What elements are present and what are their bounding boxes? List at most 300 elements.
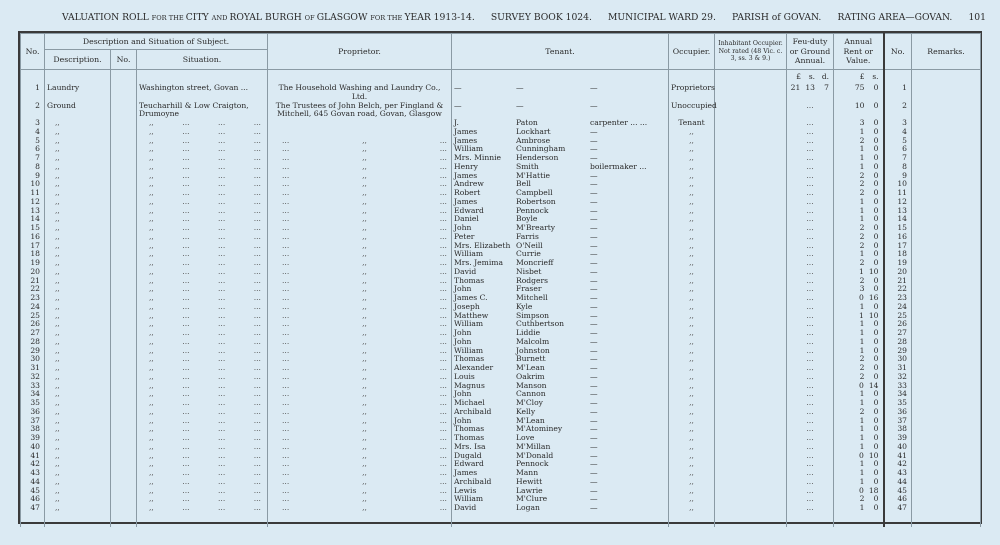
ellipsis: ... (806, 459, 814, 469)
remarks (912, 102, 981, 120)
subject-no (111, 224, 137, 233)
ellipsis: ... (806, 100, 814, 110)
rent-value: 0 (873, 424, 879, 434)
ellipsis: ... (182, 389, 190, 399)
ellipsis: ... (253, 144, 261, 154)
subject-no (111, 207, 137, 216)
subject-no (111, 434, 137, 443)
ellipsis: ... (806, 494, 814, 504)
description: ,, (45, 460, 111, 469)
row-no-right: 30 (884, 355, 912, 364)
tenant-surname: Love (516, 433, 535, 442)
ditto-mark: ,, (362, 310, 367, 320)
tenant-occupation: — (590, 415, 598, 425)
rent-value: 2 (859, 179, 865, 189)
ellipsis: ... (282, 485, 290, 495)
occupier: ,, (669, 417, 715, 426)
ellipsis: ... (806, 371, 814, 381)
row-no: 38 (21, 425, 45, 434)
ellipsis: ... (253, 433, 261, 442)
tenant-surname: Farris (516, 231, 539, 241)
row-no: 30 (21, 355, 45, 364)
ellipsis: ... (182, 345, 190, 355)
filler-cell (111, 513, 137, 527)
feu-value: 7 (824, 83, 829, 92)
situation (137, 408, 268, 417)
ellipsis: ... (806, 345, 814, 355)
tenant (452, 102, 669, 120)
ellipsis: ... (282, 170, 290, 180)
inhabitant-occupier (715, 172, 787, 181)
col-feu-duty: Feu-duty or Ground Annual. (787, 34, 834, 70)
proprietor (268, 145, 452, 154)
table-row (21, 460, 981, 469)
ellipsis: ... (253, 319, 261, 329)
tenant-occupation: — (590, 100, 598, 110)
ellipsis: ... (439, 328, 447, 337)
table-row (21, 452, 981, 461)
tenant-occupation: — (590, 266, 598, 276)
inhabitant-occupier (715, 504, 787, 513)
ellipsis: ... (218, 179, 226, 189)
tenant-surname: Moncrieff (516, 258, 554, 267)
tenant-surname: M'Millan (516, 441, 551, 451)
situation (137, 460, 268, 469)
table-row (21, 408, 981, 417)
description: ,, (45, 180, 111, 189)
rent-value: 10 (868, 450, 879, 460)
ellipsis: ... (439, 494, 447, 504)
occupier: ,, (669, 312, 715, 321)
situation (137, 303, 268, 312)
tenant-first-name: — (454, 83, 462, 92)
ditto-mark: ,, (362, 231, 367, 241)
ellipsis: ... (806, 144, 814, 154)
row-no-right: 8 (884, 163, 912, 172)
proprietor (268, 198, 452, 207)
tenant-first-name: David (454, 503, 477, 512)
tenant-surname: Burnett (516, 354, 546, 364)
filler-cell (884, 513, 912, 527)
ellipsis: ... (218, 196, 226, 206)
inhabitant-occupier (715, 303, 787, 312)
ellipsis: ... (806, 118, 814, 127)
occupier: ,, (669, 338, 715, 347)
ellipsis: ... (439, 266, 447, 276)
occupier: ,, (669, 355, 715, 364)
tenant-first-name: James (454, 126, 478, 136)
occupier: ,, (669, 277, 715, 286)
ditto-mark: ,, (149, 328, 154, 337)
rent-value: 0 (873, 196, 879, 206)
situation (137, 119, 268, 128)
row-no-right: 2 (884, 102, 912, 120)
row-no: 33 (21, 382, 45, 391)
rent-value: 0 (873, 398, 879, 407)
ditto-mark: ,, (149, 258, 154, 267)
proprietor (268, 119, 452, 128)
ditto-mark: ,, (149, 223, 154, 232)
description: ,, (45, 382, 111, 391)
inhabitant-occupier (715, 408, 787, 417)
ellipsis: ... (439, 450, 447, 460)
ellipsis: ... (439, 485, 447, 495)
rent-value: 2 (859, 406, 865, 416)
subject-no (111, 128, 137, 137)
description: ,, (45, 285, 111, 294)
tenant-surname: — (516, 100, 524, 110)
rent-value: 1 (859, 336, 865, 346)
ditto-mark: ,, (362, 258, 367, 267)
description: ,, (45, 119, 111, 128)
inhabitant-occupier (715, 84, 787, 102)
ditto-mark: ,, (149, 503, 154, 512)
rent-value: 1 (859, 161, 865, 171)
ditto-mark: ,, (149, 459, 154, 469)
ditto-mark: ,, (149, 284, 154, 294)
subject-no (111, 329, 137, 338)
table-row (21, 390, 981, 399)
description: ,, (45, 338, 111, 347)
ditto-mark: ,, (362, 398, 367, 407)
rent-value: 0 (873, 354, 879, 364)
row-no: 26 (21, 320, 45, 329)
ellipsis: ... (806, 196, 814, 206)
table-row (21, 84, 981, 102)
situation (137, 215, 268, 224)
situation (137, 312, 268, 321)
ellipsis: ... (806, 293, 814, 302)
description: ,, (45, 434, 111, 443)
rent-value: 0 (873, 371, 879, 381)
ellipsis: ... (182, 459, 190, 469)
row-no-right: 5 (884, 137, 912, 146)
rent-value: 1 (859, 301, 865, 311)
ditto-mark: ,, (362, 468, 367, 477)
ellipsis: ... (806, 284, 814, 294)
rent-value: 2 (859, 170, 865, 180)
situation (137, 277, 268, 286)
proprietor (268, 137, 452, 146)
filler-cell (912, 513, 981, 527)
rent-value: 1 (859, 476, 865, 486)
row-no-right: 41 (884, 452, 912, 461)
ditto-mark: ,, (362, 354, 367, 364)
description: ,, (45, 233, 111, 242)
tenant-first-name: Robert (454, 188, 481, 197)
ellipsis: ... (182, 441, 190, 451)
rent-value: 1 (859, 415, 865, 425)
table-row (21, 504, 981, 513)
subject-no (111, 460, 137, 469)
table-row (21, 224, 981, 233)
proprietor (268, 128, 452, 137)
row-no: 13 (21, 207, 45, 216)
tenant-occupation: — (590, 135, 598, 145)
occupier: ,, (669, 487, 715, 496)
ditto-mark: ,, (362, 389, 367, 399)
subject-no (111, 137, 137, 146)
rent-value: 1 (859, 424, 865, 434)
occupier: ,, (669, 382, 715, 391)
rent-value: 2 (859, 240, 865, 250)
tenant-occupation: — (590, 249, 598, 259)
tenant-occupation: — (590, 354, 598, 364)
tenant-first-name: Mrs. Isa (454, 441, 486, 451)
ellipsis: ... (218, 459, 226, 469)
description: ,, (45, 215, 111, 224)
parish: PARISH of GOVAN. (732, 12, 822, 23)
ellipsis: ... (253, 266, 261, 276)
ellipsis: ... (182, 118, 190, 127)
tenant-occupation: — (590, 179, 598, 189)
tenant-surname: Simpson (516, 310, 550, 320)
ditto-mark: ,, (149, 398, 154, 407)
row-no: 46 (21, 495, 45, 504)
ditto-mark: ,, (149, 118, 154, 127)
description: ,, (45, 242, 111, 251)
ellipsis: ... (282, 310, 290, 320)
subject-no (111, 495, 137, 504)
rent-value: 0 (873, 258, 879, 267)
occupier: ,, (669, 294, 715, 303)
ellipsis: ... (439, 284, 447, 294)
table-row (21, 189, 981, 198)
ellipsis: ... (282, 476, 290, 486)
tenant (452, 408, 669, 417)
occupier: ,, (669, 452, 715, 461)
situation (137, 285, 268, 294)
description: ,, (45, 163, 111, 172)
table-row (21, 338, 981, 347)
tenant-first-name: Archibald (454, 476, 492, 486)
tenant-occupation: — (590, 371, 598, 381)
ellipsis: ... (182, 301, 190, 311)
ellipsis: ... (439, 415, 447, 425)
table-row (21, 198, 981, 207)
ditto-mark: ,, (149, 161, 154, 171)
ellipsis: ... (439, 389, 447, 399)
remarks (912, 417, 981, 426)
rent-value: 1 (858, 266, 864, 276)
table-row (21, 495, 981, 504)
ditto-mark: ,, (362, 415, 367, 425)
table-row (21, 469, 981, 478)
ditto-mark: ,, (149, 179, 154, 189)
proprietor (268, 373, 452, 382)
row-no-right: 38 (884, 425, 912, 434)
situation (137, 198, 268, 207)
row-no-right: 35 (884, 399, 912, 408)
occupier: ,, (669, 364, 715, 373)
ditto-mark: ,, (362, 205, 367, 215)
row-no: 21 (21, 277, 45, 286)
subject-no (111, 145, 137, 154)
row-no-right: 4 (884, 128, 912, 137)
ellipsis: ... (282, 284, 290, 294)
ditto-mark: ,, (362, 301, 367, 311)
ellipsis: ... (182, 293, 190, 302)
unit-pound: £ (859, 72, 865, 81)
rent-value: 0 (873, 328, 879, 337)
inhabitant-occupier (715, 434, 787, 443)
ellipsis: ... (218, 135, 226, 145)
remarks (912, 338, 981, 347)
tenant (452, 215, 669, 224)
tenant-occupation: — (590, 398, 598, 407)
row-no-right: 18 (884, 250, 912, 259)
ellipsis: ... (439, 336, 447, 346)
proprietor (268, 312, 452, 321)
ellipsis: ... (806, 319, 814, 329)
tenant-occupation: — (590, 450, 598, 460)
table-row (21, 285, 981, 294)
rent-value: 1 (859, 205, 865, 215)
proprietor (268, 268, 452, 277)
row-no: 3 (21, 119, 45, 128)
inhabitant-occupier (715, 425, 787, 434)
table-row (21, 434, 981, 443)
tenant-occupation: — (590, 345, 598, 355)
tenant-surname: M'Cloy (516, 398, 543, 407)
rent-value: 1 (859, 214, 865, 224)
occupier: ,, (669, 207, 715, 216)
row-no-right: 25 (884, 312, 912, 321)
table-row (21, 312, 981, 321)
ellipsis: ... (218, 363, 226, 372)
ellipsis: ... (182, 363, 190, 372)
remarks (912, 215, 981, 224)
ditto-mark: ,, (149, 275, 154, 285)
tenant-surname: M'Lean (516, 363, 545, 372)
ditto-mark: ,, (362, 214, 367, 224)
occupier: Tenant (669, 119, 715, 128)
tenant-surname: Mitchell (516, 293, 548, 302)
feu-value: 13 (805, 83, 815, 92)
situation (137, 137, 268, 146)
subject-no (111, 399, 137, 408)
occupier: ,, (669, 259, 715, 268)
valuation-table (20, 33, 981, 527)
tenant-first-name: Daniel (454, 214, 479, 224)
table-row (21, 478, 981, 487)
tenant-surname: Logan (516, 503, 540, 512)
filler-cell (45, 513, 111, 527)
ellipsis: ... (182, 179, 190, 189)
subject-no (111, 285, 137, 294)
tenant-surname: Liddie (516, 328, 541, 337)
title-part: FOR THE (370, 14, 405, 22)
table-row (21, 137, 981, 146)
tenant-surname: Kelly (516, 406, 536, 416)
rent-value: 0 (873, 170, 879, 180)
ellipsis: ... (182, 275, 190, 285)
ellipsis: ... (253, 223, 261, 232)
remarks (912, 163, 981, 172)
ellipsis: ... (282, 214, 290, 224)
ellipsis: ... (806, 126, 814, 136)
tenant-surname: Paton (516, 118, 538, 127)
rent-value: 2 (859, 354, 865, 364)
ditto-mark: ,, (362, 450, 367, 460)
ellipsis: ... (282, 415, 290, 425)
row-no-right: 7 (884, 154, 912, 163)
remarks (912, 390, 981, 399)
inhabitant-occupier (715, 417, 787, 426)
ellipsis: ... (182, 476, 190, 486)
situation (137, 224, 268, 233)
situation (137, 145, 268, 154)
tenant-first-name: Peter (454, 231, 475, 241)
ditto-mark: ,, (362, 293, 367, 302)
ditto-mark: ,, (362, 249, 367, 259)
rent-value: 0 (873, 433, 879, 442)
subject-no (111, 119, 137, 128)
ellipsis: ... (253, 380, 261, 390)
ellipsis: ... (218, 398, 226, 407)
tenant-surname: Henderson (516, 153, 559, 162)
situation (137, 320, 268, 329)
remarks (912, 259, 981, 268)
row-no-right: 11 (884, 189, 912, 198)
filler-cell (669, 513, 715, 527)
table-row (21, 373, 981, 382)
subject-no (111, 294, 137, 303)
ellipsis: ... (282, 153, 290, 162)
tenant-surname: Cuthbertson (516, 319, 565, 329)
inhabitant-occupier (715, 163, 787, 172)
survey-book: SURVEY BOOK 1024. (490, 12, 592, 23)
occupier: ,, (669, 504, 715, 513)
proprietor (268, 294, 452, 303)
tenant-first-name: John (454, 223, 472, 232)
inhabitant-occupier (715, 382, 787, 391)
occupier: ,, (669, 303, 715, 312)
description: ,, (45, 268, 111, 277)
tenant-occupation: — (590, 284, 598, 294)
description: ,, (45, 145, 111, 154)
ditto-mark: ,, (149, 485, 154, 495)
ellipsis: ... (182, 433, 190, 442)
table-row (21, 154, 981, 163)
tenant-first-name: Mrs. Elizabeth (454, 240, 511, 250)
tenant-first-name: Andrew (454, 179, 484, 189)
row-no-right: 47 (884, 504, 912, 513)
col-occupier: Occupier. (669, 34, 715, 70)
ellipsis: ... (806, 275, 814, 285)
row-no-right: 16 (884, 233, 912, 242)
subject-no (111, 303, 137, 312)
description: ,, (45, 390, 111, 399)
remarks (912, 364, 981, 373)
occupier: ,, (669, 285, 715, 294)
ellipsis: ... (282, 345, 290, 355)
tenant-occupation: — (590, 240, 598, 250)
occupier: Proprietors (669, 84, 715, 102)
ellipsis: ... (253, 135, 261, 145)
tenant (452, 277, 669, 286)
tenant (452, 495, 669, 504)
rent-value: 0 (873, 406, 879, 416)
row-no: 31 (21, 364, 45, 373)
ditto-mark: ,, (149, 371, 154, 381)
ditto-mark: ,, (362, 503, 367, 512)
ellipsis: ... (218, 494, 226, 504)
ellipsis: ... (282, 468, 290, 477)
filler-cell (137, 513, 268, 527)
proprietor (268, 399, 452, 408)
tenant-occupation: — (590, 389, 598, 399)
